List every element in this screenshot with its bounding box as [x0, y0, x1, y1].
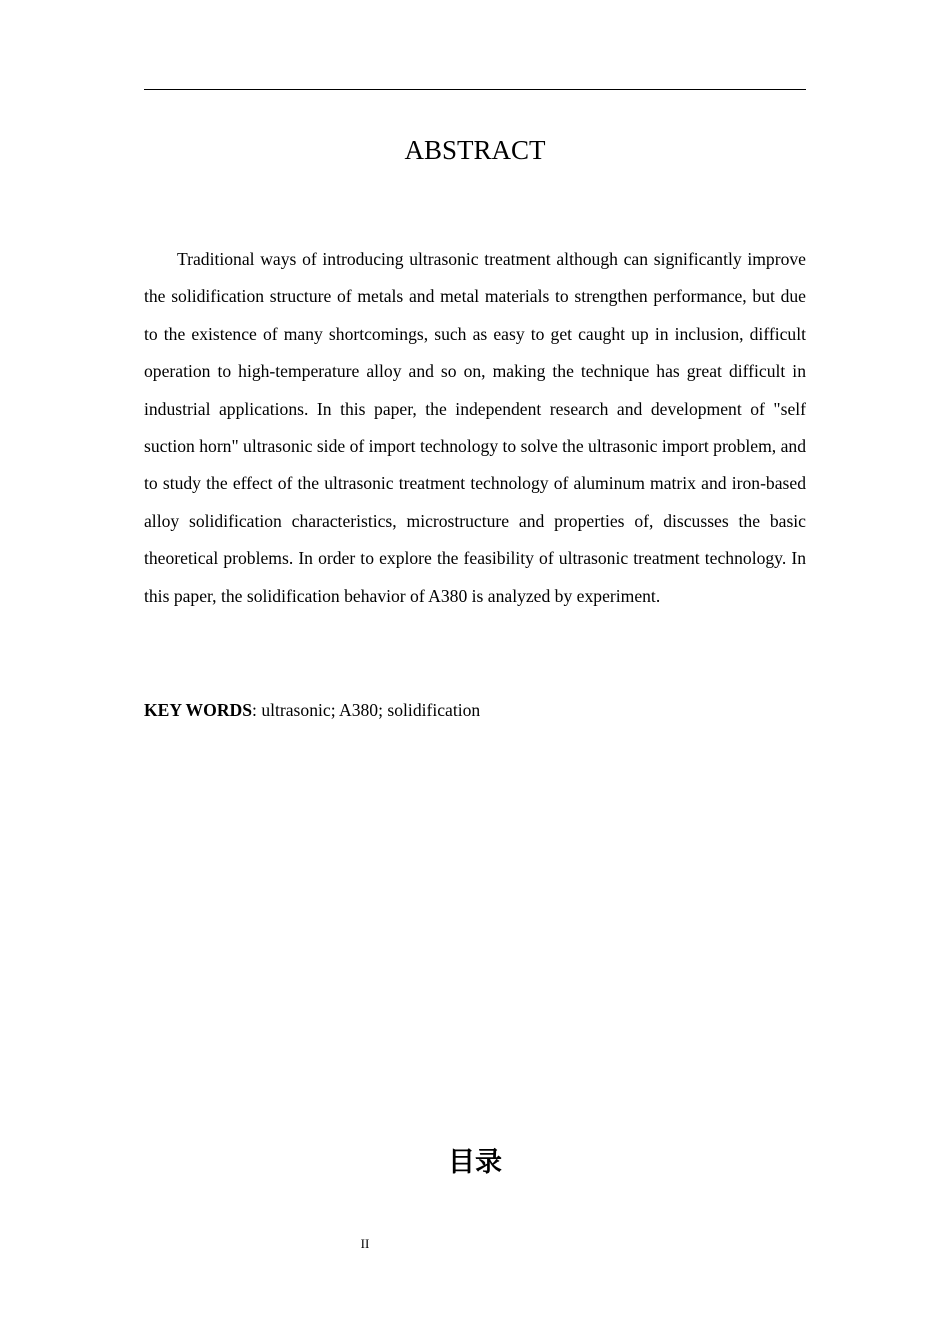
keywords-line — [144, 697, 806, 723]
page-number: II — [360, 1236, 370, 1251]
keywords-label: KEY WORDS — [144, 700, 253, 720]
abstract-heading: ABSTRACT — [404, 135, 546, 165]
toc-heading: 目录 — [448, 1147, 502, 1178]
header-rule — [144, 89, 806, 90]
keywords-list: : ultrasonic; A380; solidification — [252, 700, 481, 720]
abstract-paragraph: Traditional ways of introducing ultrasonic treatment although can significantly improve the solidification structure of metals and metal materials to strengthen performance, but due to the existence of many shortcomings, such as easy to get caught up in inclusion, difficult operation to high-temperature alloy and so on, making the technique has great difficult in industrial applications. In this paper, the independent research and development of "self suction horn" ultrasonic side of import technology to solve the ultrasonic import problem, and to study the effect of the ultrasonic treatment technology of aluminum matrix and iron-based alloy solidification characteristics, microstructure and properties of, discusses the basic theoretical problems. In order to explore the feasibility of ultrasonic treatment technology. In this paper, the solidification behavior of A380 is analyzed by experiment. — [144, 249, 806, 606]
